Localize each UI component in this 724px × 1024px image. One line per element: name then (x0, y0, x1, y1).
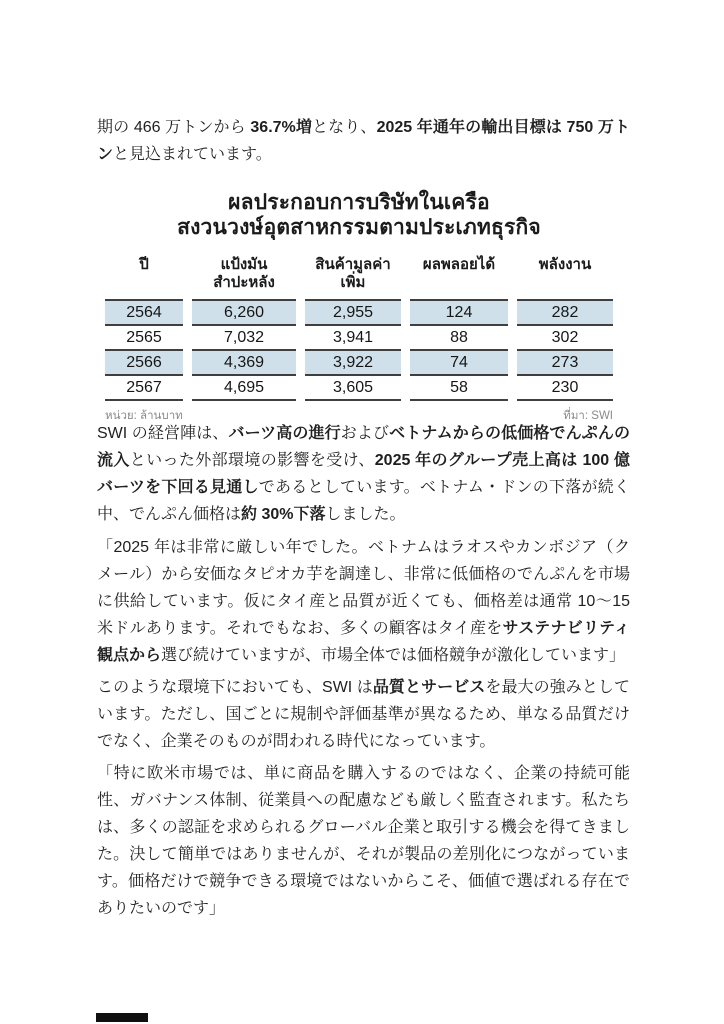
value-cell: 4,695 (192, 374, 296, 401)
value-cell: 273 (517, 349, 613, 374)
text-run: しました。 (325, 506, 406, 523)
year-cell: 2566 (105, 349, 183, 374)
bold-text-run: ベトナムからの低価格でんぷんの流入 (97, 425, 630, 469)
table-title-line1: ผลประกอบการบริษัทในเครือ (228, 191, 490, 214)
paragraph-4 (97, 674, 630, 755)
column-header-1: ปี (139, 256, 149, 273)
value-cell: 3,941 (305, 324, 401, 349)
text-run: 「2025 年は非常に厳しい年でした。ベトナムはラオスやカンボジア（クメール）から安価なタピオカ芋を調達し、非常に低価格のでんぷんを市場に供給しています。仮にタイ産と品質が近くても、価格差は通常 10〜15 米ドルあります。それでもなお、多くの顧客はタイ産を (97, 539, 630, 637)
bold-text-run: 2025 年通年の輸出目標は 750 万トン (97, 119, 630, 163)
value-cell: 58 (410, 374, 508, 401)
table-header-row (105, 252, 613, 299)
column-header-5: พลังงาน (538, 256, 592, 273)
table-source-note: ที่มา: SWI (563, 410, 613, 422)
table-unit-note: หน่วย: ล้านบาท (105, 410, 183, 422)
value-cell: 4,369 (192, 349, 296, 374)
value-cell: 88 (410, 324, 508, 349)
bold-text-run: 2025 年のグループ売上高は 100 億バーツを下回る見通し (97, 452, 630, 496)
value-cell: 7,032 (192, 324, 296, 349)
text-run: および (340, 425, 390, 442)
text-run: と見込まれています。 (113, 146, 272, 163)
year-cell: 2567 (105, 374, 183, 401)
value-cell: 302 (517, 324, 613, 349)
text-run: SWI の経営陣は、 (97, 425, 229, 442)
paragraph-3 (97, 534, 630, 669)
paragraph-2 (97, 420, 630, 528)
value-cell: 3,922 (305, 349, 401, 374)
page-break-bar (96, 1013, 148, 1022)
value-cell: 124 (410, 299, 508, 324)
text-run: 「特に欧米市場では、単に商品を購入するのではなく、企業の持続可能性、ガバナンス体制、従業員への配慮なども厳しく監査されます。私たちは、多くの認証を求められるグローバル企業と取引する機会を得てきました。決して簡単ではありませんが、それが製品の差別化につながっています。価格だけで競争できる環境ではないからこそ、価値で選ばれる存在でありたいのです」 (97, 765, 630, 917)
result-table-figure (105, 190, 613, 425)
bold-text-run: 36.7%増 (250, 119, 313, 136)
year-cell: 2564 (105, 299, 183, 324)
paragraph-5 (97, 760, 630, 922)
value-cell: 230 (517, 374, 613, 401)
value-cell: 6,260 (192, 299, 296, 324)
column-header-4: ผลพลอยได้ (422, 256, 496, 273)
text-run: となり、 (312, 119, 377, 136)
text-run: を最大の強みとしています。ただし、国ごとに規制や評価基準が異なるため、単なる品質だけでなく、企業そのものが問われる時代になっています。 (97, 679, 630, 750)
bold-text-run: サステナビリティ観点から (97, 620, 630, 664)
bold-text-run: 約 30%下落 (241, 506, 326, 523)
value-cell: 3,605 (305, 374, 401, 401)
table-title-line2: สงวนวงษ์อุตสาหกรรมตามประเภทธุรกิจ (177, 216, 541, 239)
paragraph-1 (97, 114, 630, 168)
table-footnotes (105, 407, 613, 425)
value-cell: 2,955 (305, 299, 401, 324)
table-title (105, 190, 613, 240)
text-run: であるとしています。ベトナム・ドンの下落が続く中、でんぷん価格は (97, 479, 630, 523)
text-run: 選び続けていますが、市場全体では価格競争が激化しています」 (161, 647, 626, 664)
bold-text-run: バーツ高の進行 (228, 425, 341, 442)
column-header-2: แป้งมันสำปะหลัง (213, 256, 275, 291)
table-body (105, 299, 613, 401)
value-cell: 282 (517, 299, 613, 324)
value-cell: 74 (410, 349, 508, 374)
column-header-3: สินค้ามูลค่าเพิ่ม (315, 256, 391, 291)
year-cell: 2565 (105, 324, 183, 349)
text-run: 期の 466 万トンから (97, 119, 251, 136)
bold-text-run: 品質とサービス (372, 679, 486, 696)
text-run: このような環境下においても、SWI は (97, 679, 373, 696)
text-run: といった外部環境の影響を受け、 (129, 452, 375, 469)
